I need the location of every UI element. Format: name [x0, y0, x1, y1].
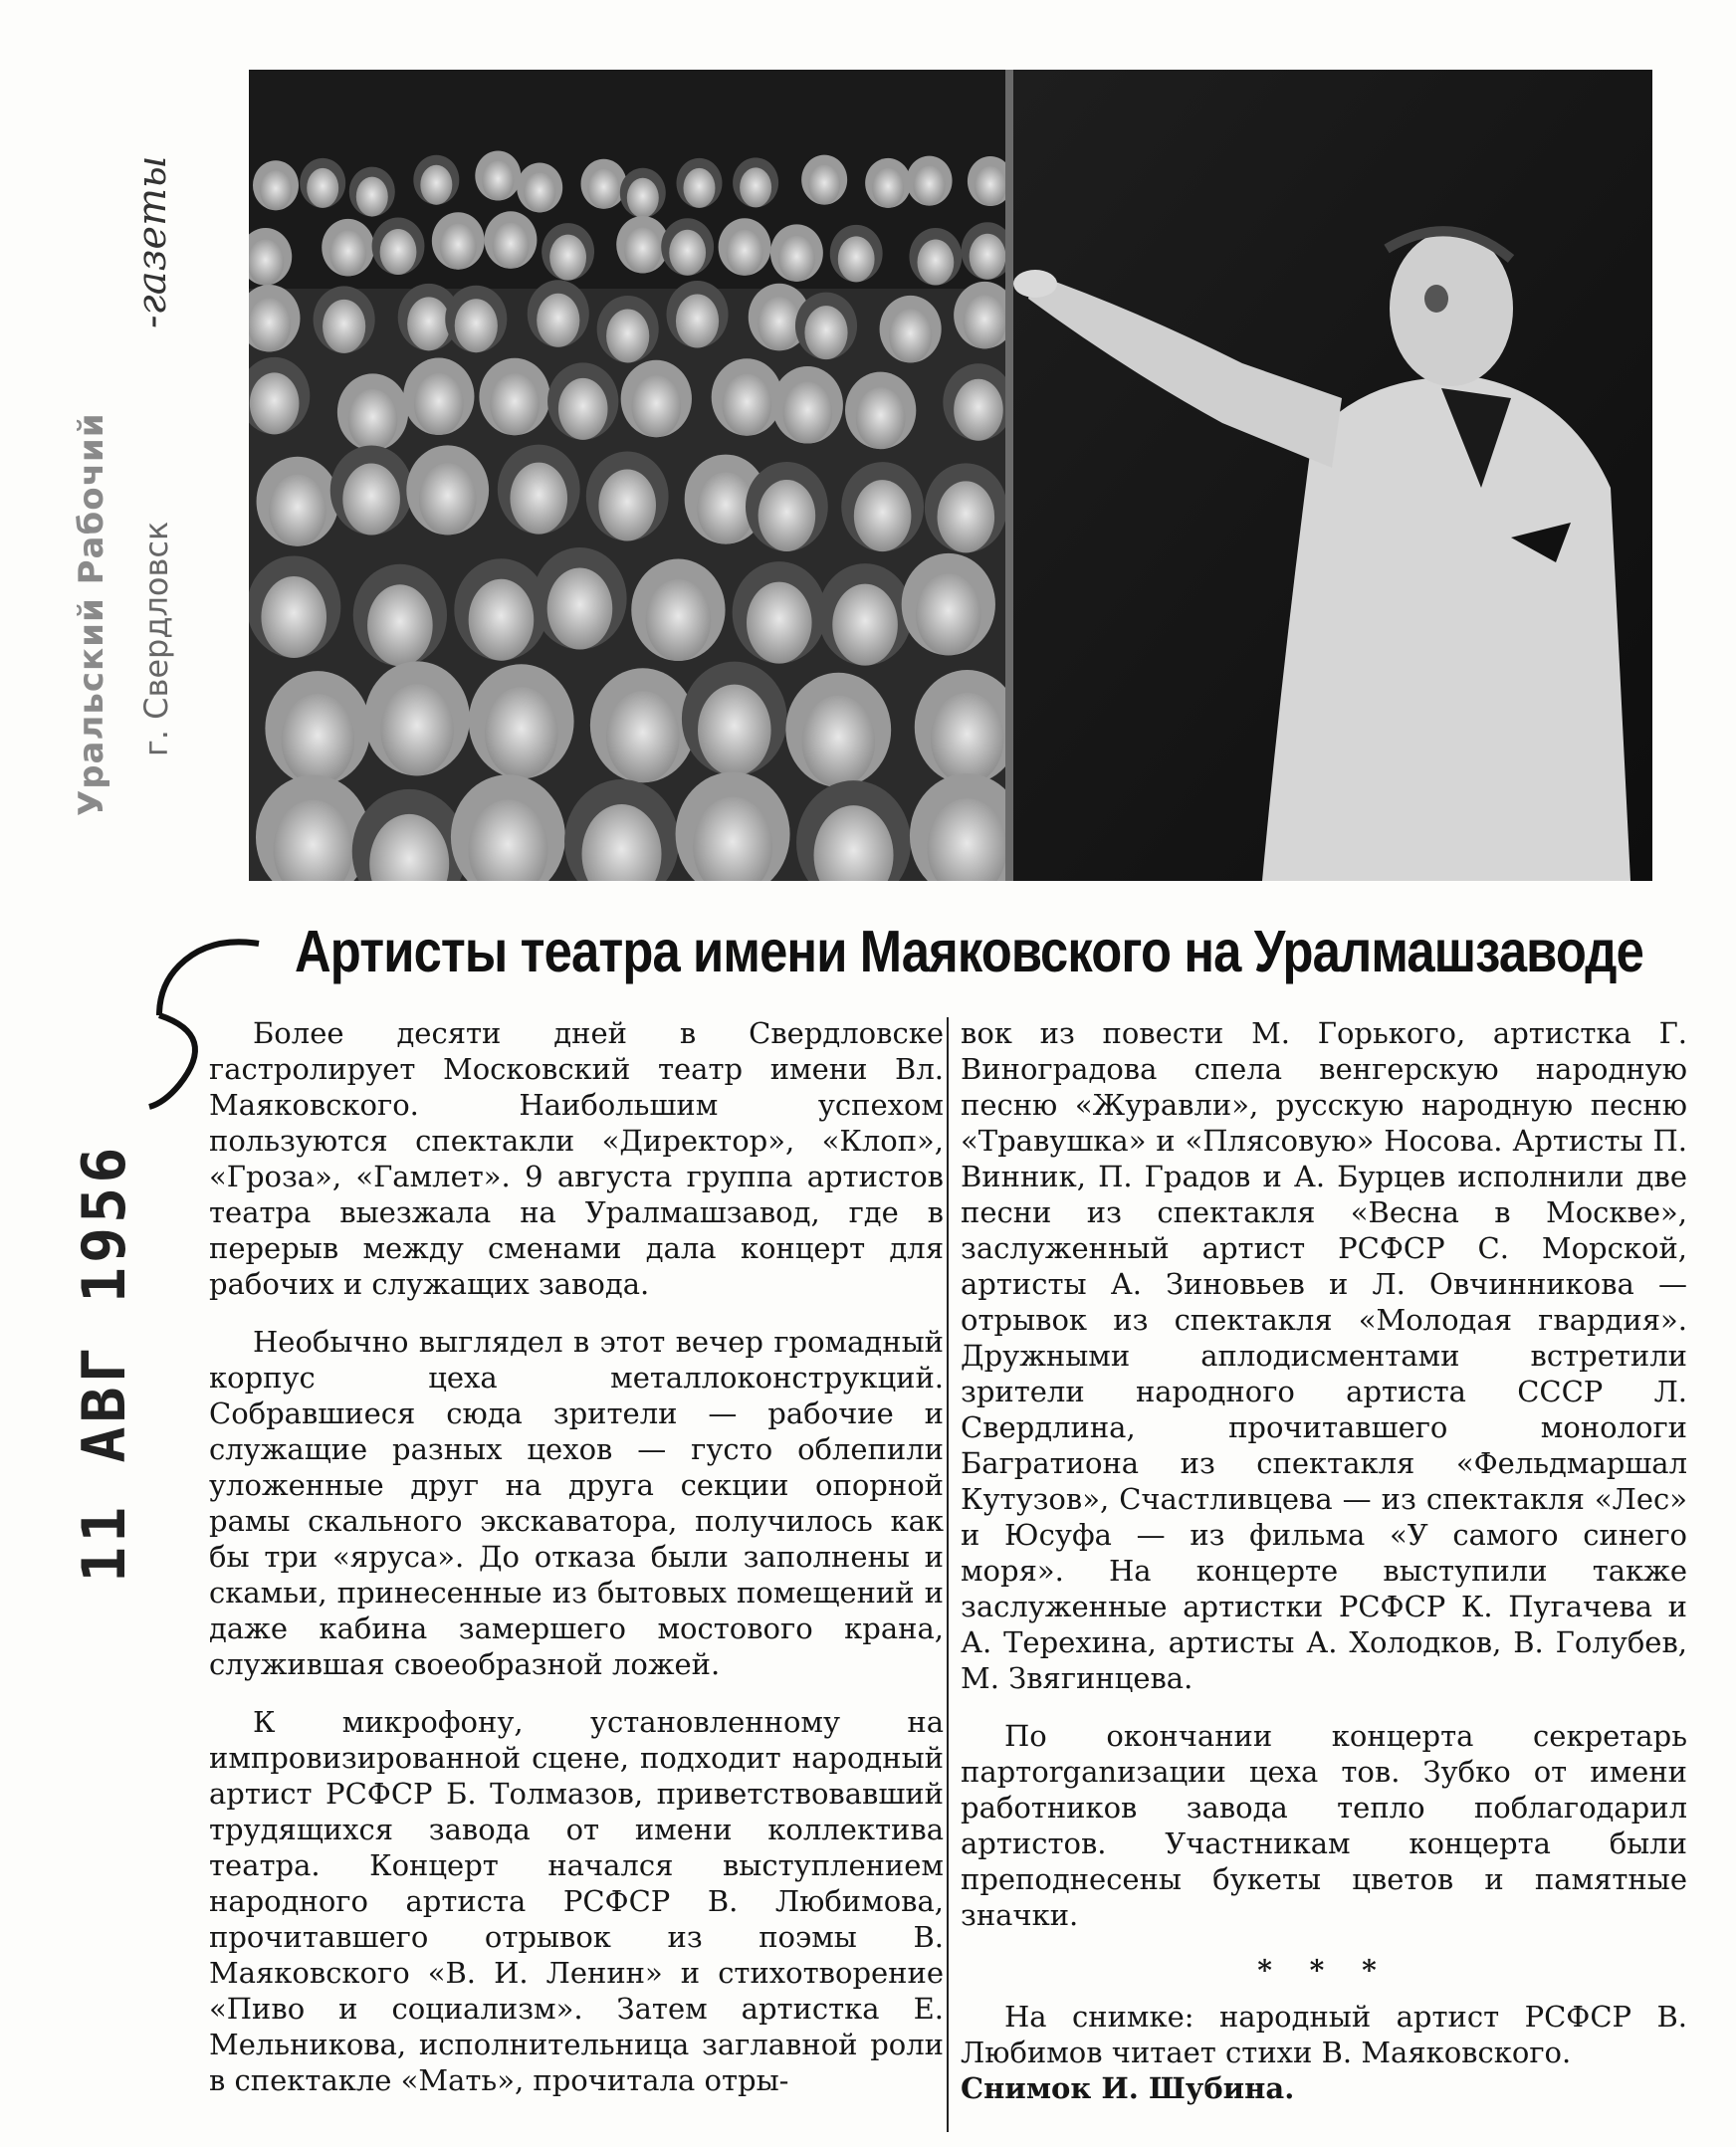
audience-photo — [249, 70, 1009, 881]
article-headline: Артисты театра имени Маяковского на Уралмашзаводе — [295, 919, 1644, 984]
audience-illustration — [249, 70, 1009, 881]
actor-photo — [1013, 70, 1652, 881]
section-separator: * * * — [1257, 1954, 1391, 1987]
left-column — [209, 1015, 944, 2098]
paragraph: По окончании концерта секретарь партorganизации цеха тов. Зубко от имени работников завода тепло поблагодарил артистов. Участникам концерта были преподнесены букеты цветов и памятные значки. — [961, 1719, 1687, 1932]
paragraph: Необычно выглядел в этот вечер громадный корпус цеха металлоконструкций. Собравшиеся сюда зрители — рабочие и служащие разных цехов — густо облепили уложенные друг на друга секции опорной рамы скального экскаватора, получилось как бы три «яруса». До отказа были заполнены и скамьи, принесенные из бытовых помещений и даже кабина замершего мостового крана, служившая своеобразной ложей. — [209, 1325, 944, 1681]
paragraph: К микрофону, установленному на импровизированной сцене, подходит народный артист РСФСР Б. Толмазов, приветствовавший трудящихся завода от имени коллектива театра. Концерт начался выступлением народного артиста РСФСР В. Любимова, прочитавшего отрывок из поэмы В. Маяковского «В. И. Ленин» и стихотворение «Пиво и социализм». Затем артистка Е. Мельникова, исполнительница заглавной роли в спектакле «Мать», прочитала отры- — [209, 1705, 944, 2097]
right-column — [961, 1015, 1687, 2106]
actor-illustration — [1013, 70, 1652, 881]
column-rule — [947, 1017, 949, 2132]
newspaper-stamp: Уральский Рабочий — [72, 412, 111, 816]
paragraph: вок из повести М. Горького, артистка Г. Виноградова спела венгерскую народную песню «Журавли», русскую народную песню «Травушка» и «Плясовую» Носова. Артисты П. Винник, П. Градов и А. Бурцев исполнили две песни из спектакля «Весна в Москве», заслуженный артист РСФСР С. Морской, артисты А. Зиновьев и Л. Овчинникова — отрывок из спектакля «Молодая гвардия». Дружными аплодисментами встретили зрители народного артиста СССР Л. Свердлина, прочитавшего монологи Багратиона из спектакля «Фельдмаршал Кутузов», Счастливцева — из спектакля «Лес» и Юсуфа — из фильма «У самого синего моря». На концерте выступили также заслуженные артистки РСФСР К. Пугачева и А. Терехина, артисты А. Холодков, В. Голубев, М. Звягинцева. — [961, 1016, 1687, 1695]
date-stamp: 11 АВГ 1956 — [70, 1143, 139, 1583]
city-stamp: г. Свердловск — [137, 521, 175, 756]
paragraph: Более десяти дней в Свердловске гастролирует Московский театр имени Вл. Маяковского. Наибольшим успехом пользуются спектакли «Директор», «Клоп», «Гроза», «Гамлет». 9 августа группа артистов театра выезжала на Уралмашзавод, где в перерыв между сменами дала концерт для рабочих и служащих завода. — [209, 1016, 944, 1301]
photo-caption: На снимке: народный артист РСФСР В. Любимов читает стихи В. Маяковского. — [961, 2000, 1687, 2069]
handwritten-note: -газеты — [129, 155, 175, 328]
photo-credit: Снимок И. Шубина. — [961, 2071, 1295, 2105]
